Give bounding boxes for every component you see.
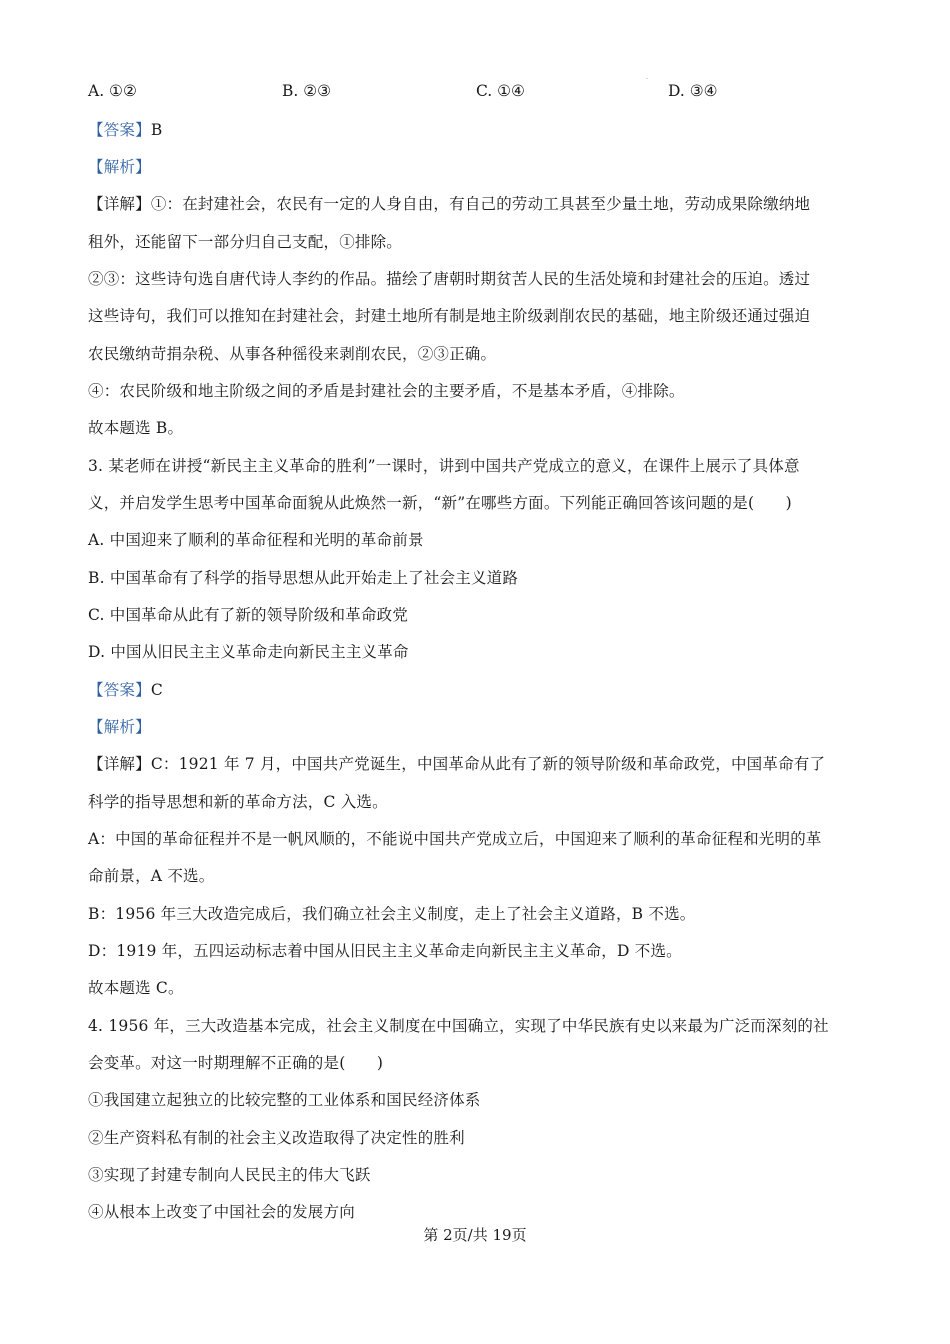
- q3-detail-line-5: B：1956 年三大改造完成后，我们确立社会主义制度，走上了社会主义道路，B 不选。: [88, 905, 696, 923]
- q3-detail-line-4: 命前景，A 不选。: [88, 867, 215, 885]
- q3-conclusion: 故本题选 C。: [88, 979, 184, 997]
- q3-stem-line-1: 3. 某老师在讲授“新民主主义革命的胜利”一课时，讲到中国共产党成立的意义，在课件上展示了具体意: [88, 457, 800, 475]
- q3-detail-line-2: 科学的指导思想和新的革命方法，C 入选。: [88, 793, 388, 811]
- page-footer: 第 2页/共 19页: [423, 1226, 527, 1244]
- q2-answer-value: B: [150, 121, 163, 139]
- q3-detail-tag: 【详解】: [88, 755, 151, 773]
- q2-detail-tag: 【详解】: [88, 195, 151, 213]
- q2-options-row: [88, 82, 868, 102]
- q4-item-2: ②生产资料私有制的社会主义改造取得了决定性的胜利: [88, 1129, 465, 1147]
- q2-detail-line-1: [88, 194, 868, 214]
- q3-detail-line-3: A：中国的革命征程并不是一帆风顺的，不能说中国共产党成立后，中国迎来了顺利的革命征程和光明的革: [88, 830, 822, 848]
- q3-option-b: B. 中国革命有了科学的指导思想从此开始走上了社会主义道路: [88, 569, 519, 587]
- q3-answer-line: [88, 680, 868, 700]
- q2-analysis-tag: 【解析】: [88, 158, 151, 176]
- q2-option-b: B. ②③: [282, 82, 332, 100]
- q3-option-a: A. 中国迎来了顺利的革命征程和光明的革命前景: [88, 531, 424, 549]
- q2-option-d: D. ③④: [668, 82, 718, 100]
- q4-stem-line-1: 4. 1956 年，三大改造基本完成，社会主义制度在中国确立，实现了中华民族有史以来最为广泛而深刻的社: [88, 1017, 829, 1035]
- q2-detail-line-6: ④：农民阶级和地主阶级之间的矛盾是封建社会的主要矛盾，不是基本矛盾，④排除。: [88, 382, 685, 400]
- q3-option-c: C. 中国革命从此有了新的领导阶级和革命政党: [88, 606, 409, 624]
- q3-analysis-tag: 【解析】: [88, 718, 151, 736]
- q2-answer-line: [88, 120, 868, 140]
- q3-stem-line-2: 义，并启发学生思考中国革命面貌从此焕然一新，“新”在哪些方面。下列能正确回答该问题的是( ): [88, 494, 792, 512]
- q2-option-c: C. ①④: [476, 82, 525, 100]
- q4-item-4: ④从根本上改变了中国社会的发展方向: [88, 1203, 355, 1221]
- q2-detail-text-1: ①：在封建社会，农民有一定的人身自由，有自己的劳动工具甚至少量土地，劳动成果除缴纳地: [150, 195, 811, 213]
- q2-detail-line-4: 这些诗句，我们可以推知在封建社会，封建土地所有制是地主阶级剥削农民的基础，地主阶级还通过强迫: [88, 307, 811, 325]
- q3-detail-line-6: D：1919 年，五四运动标志着中国从旧民主主义革命走向新民主主义革命，D 不选。: [88, 942, 682, 960]
- q3-detail-line-1: [88, 754, 868, 774]
- q3-answer-tag: 【答案】: [88, 681, 151, 699]
- q2-detail-line-3: ②③：这些诗句选自唐代诗人李约的作品。描绘了唐朝时期贫苦人民的生活处境和封建社会的压迫。透过: [88, 270, 811, 288]
- q3-answer-value: C: [150, 681, 163, 699]
- stray-dot: ·: [646, 76, 648, 83]
- q2-conclusion: 故本题选 B。: [88, 419, 184, 437]
- q4-stem-line-2: 会变革。对这一时期理解不正确的是( ): [88, 1054, 384, 1072]
- q4-item-1: ①我国建立起独立的比较完整的工业体系和国民经济体系: [88, 1091, 481, 1109]
- q2-detail-line-2: 租外，还能留下一部分归自己支配，①排除。: [88, 233, 403, 251]
- q4-item-3: ③实现了封建专制向人民民主的伟大飞跃: [88, 1166, 371, 1184]
- q2-option-a: A. ①②: [88, 82, 137, 100]
- q3-detail-text-1: C：1921 年 7 月，中国共产党诞生，中国革命从此有了新的领导阶级和革命政党，中国革命有了: [150, 755, 826, 773]
- q2-detail-line-5: 农民缴纳苛捐杂税、从事各种徭役来剥削农民，②③正确。: [88, 345, 497, 363]
- q3-option-d: D. 中国从旧民主主义革命走向新民主主义革命: [88, 643, 409, 661]
- q2-answer-tag: 【答案】: [88, 121, 151, 139]
